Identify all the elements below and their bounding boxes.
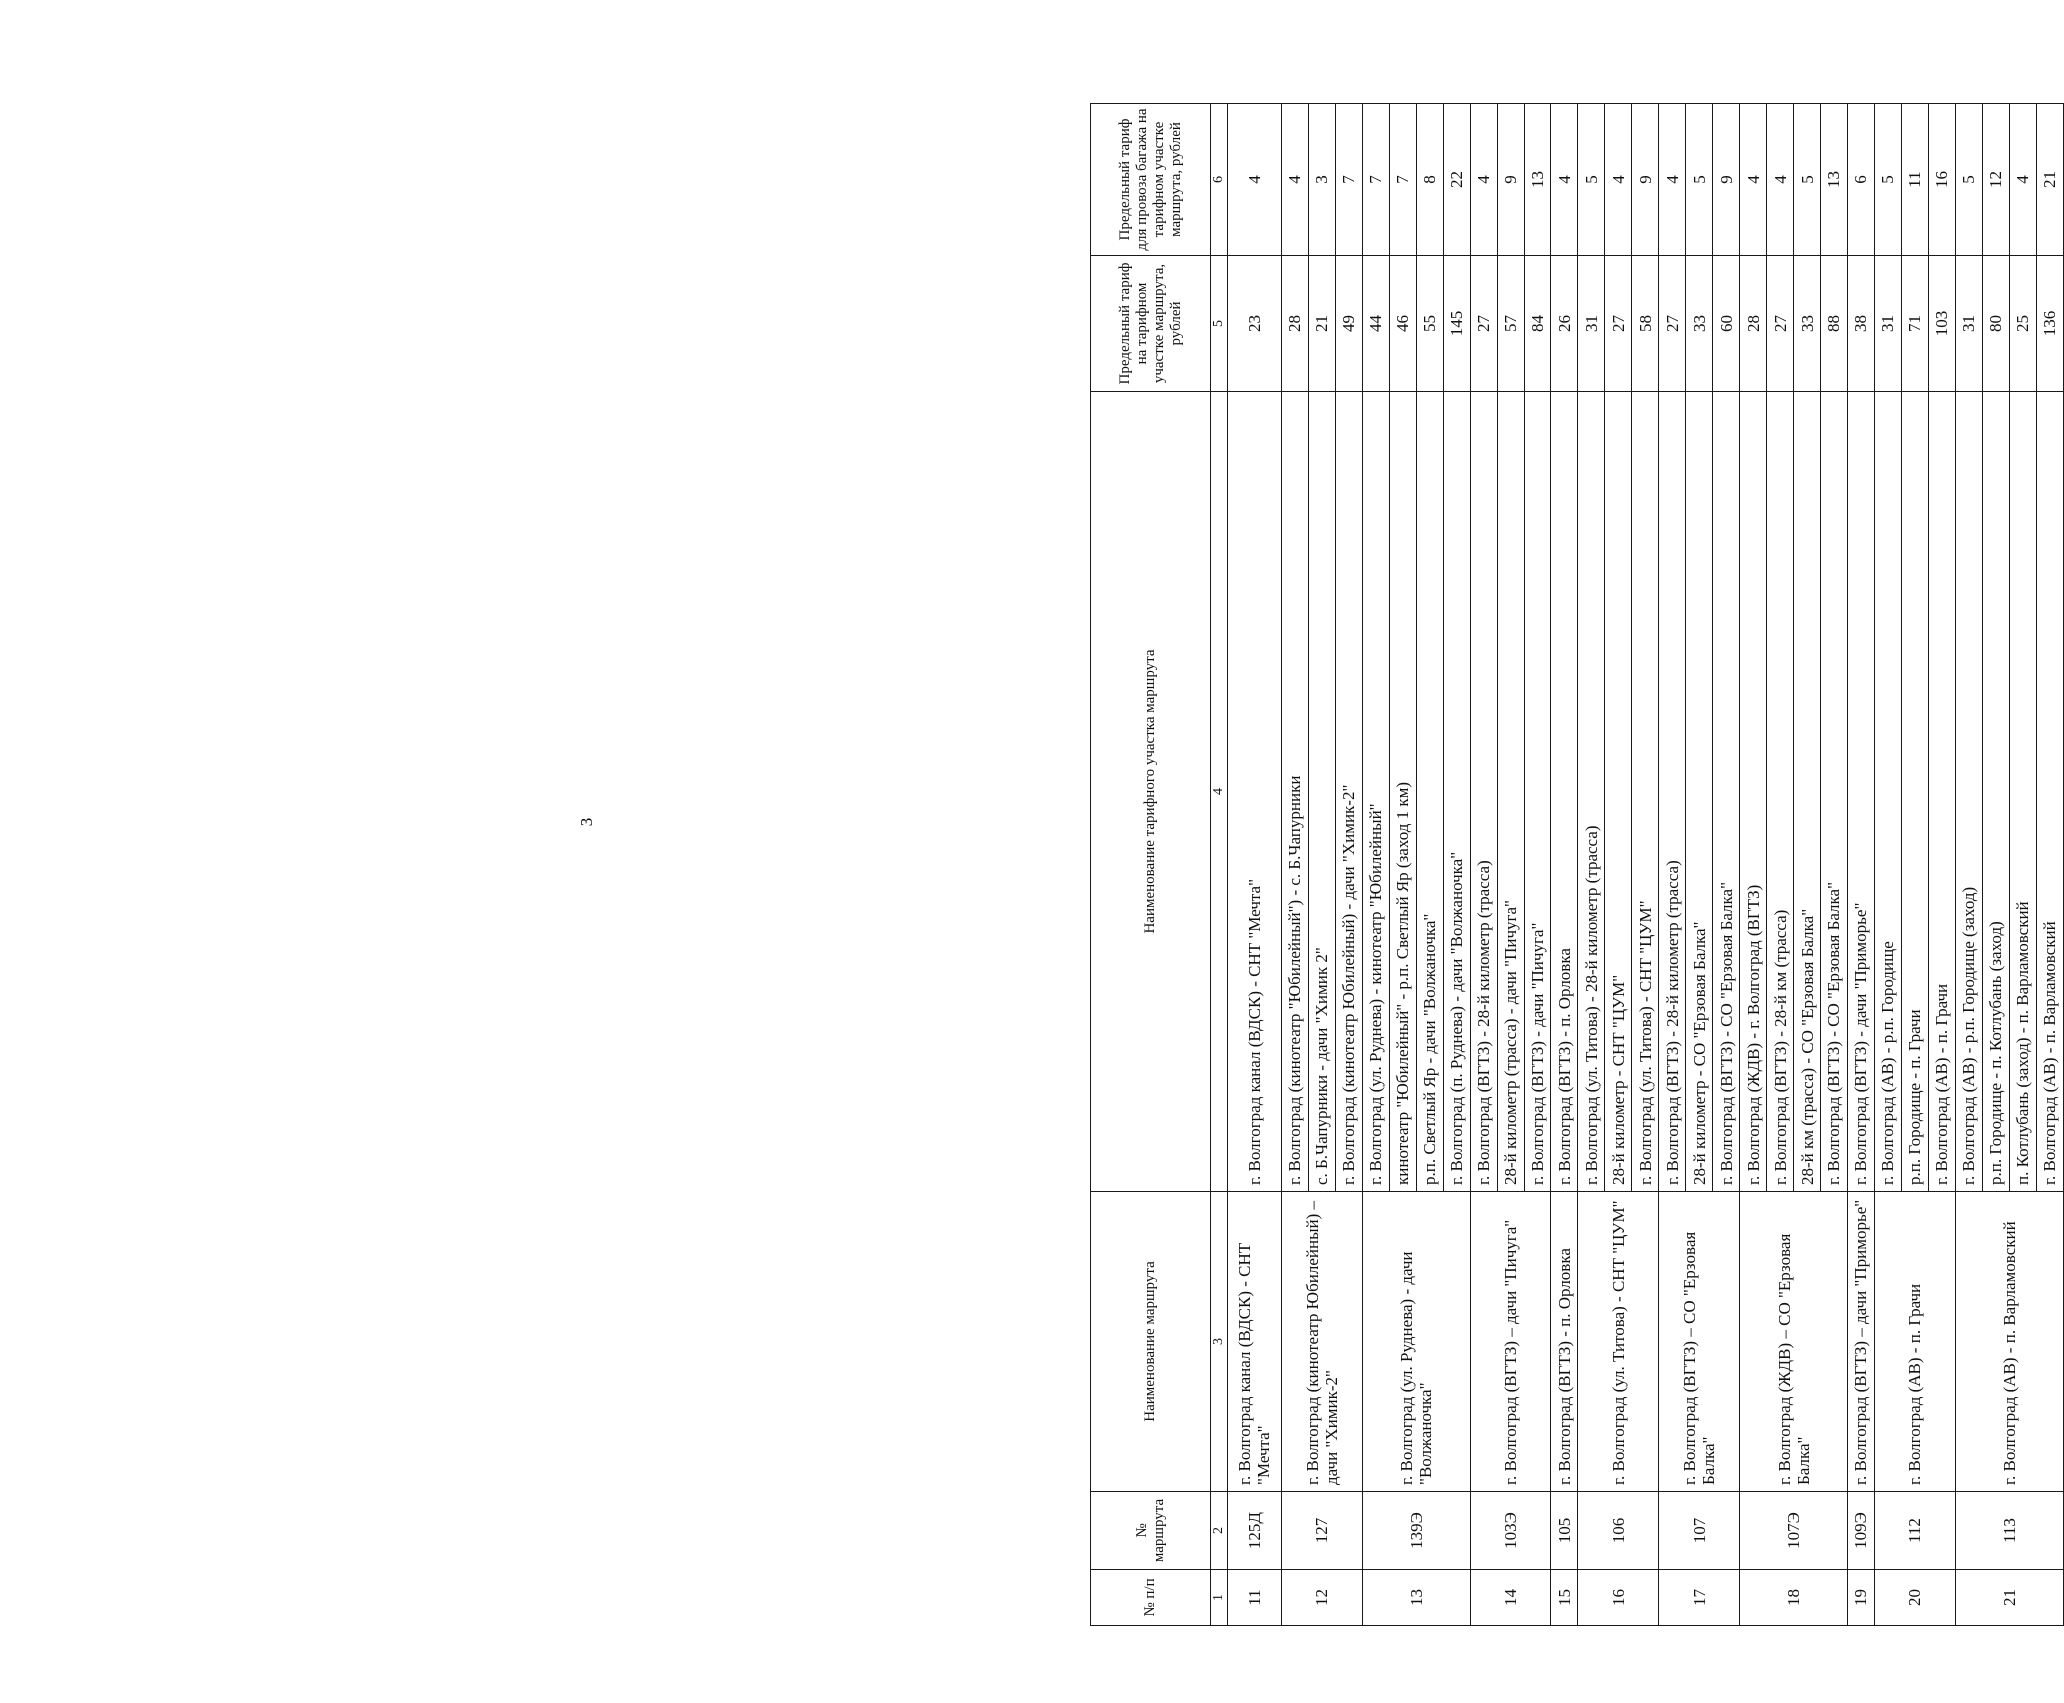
route-number: 113 xyxy=(1955,1492,2063,1570)
header-baggage-fare: Предельный тариф для провоза багажа на тарифном участке маршрута, рублей xyxy=(1091,104,1211,256)
segment-name: г. Волгоград (ВГТЗ) - СО "Ерзовая Балка" xyxy=(1713,392,1740,1192)
segment-fare: 31 xyxy=(1874,256,1901,392)
segment-name: р.п. Городище - п. Грачи xyxy=(1901,392,1928,1192)
segment-name: г. Волгоград (АВ) - р.п. Городище (заход) xyxy=(1955,392,1982,1192)
header-row xyxy=(1091,104,1211,1626)
segment-fare: 46 xyxy=(1389,256,1416,392)
segment-name: г. Волгоград (АВ) - п. Грачи xyxy=(1928,392,1955,1192)
route-name: г. Волгоград (ул. Руднева) - дачи "Волжаночка" xyxy=(1362,1192,1470,1492)
route-name: г. Волгоград (АВ) - п. Варламовский xyxy=(1955,1192,2063,1492)
segment-name: г. Волгоград (ВГТЗ) - 28-й километр (трасса) xyxy=(1659,392,1686,1192)
segment-baggage-fare: 21 xyxy=(2036,104,2063,256)
segment-baggage-fare: 16 xyxy=(1928,104,1955,256)
header-index: № п/п xyxy=(1091,1570,1211,1626)
segment-name: 28-й километр - СНТ "ЦУМ" xyxy=(1605,392,1632,1192)
row-index: 12 xyxy=(1281,1570,1362,1626)
segment-fare: 27 xyxy=(1605,256,1632,392)
row-index: 18 xyxy=(1740,1570,1848,1626)
row-index: 16 xyxy=(1578,1570,1659,1626)
segment-baggage-fare: 8 xyxy=(1416,104,1443,256)
segment-baggage-fare: 9 xyxy=(1632,104,1659,256)
segment-name: г. Волгоград (ВГТЗ) - дачи "Пичуга" xyxy=(1524,392,1551,1192)
segment-baggage-fare: 6 xyxy=(1847,104,1874,256)
segment-baggage-fare: 5 xyxy=(1686,104,1713,256)
segment-name: г. Волгоград (ВГТЗ) - СО "Ерзовая Балка" xyxy=(1820,392,1847,1192)
column-number: 2 xyxy=(1211,1492,1228,1570)
segment-name: г. Волгоград (ул. Титова) - 28-й километр (трасса) xyxy=(1578,392,1605,1192)
segment-baggage-fare: 4 xyxy=(1470,104,1497,256)
segment-baggage-fare: 22 xyxy=(1443,104,1470,256)
segment-baggage-fare: 4 xyxy=(1551,104,1578,256)
column-number: 3 xyxy=(1211,1192,1228,1492)
route-name: г. Волгоград (ВГТЗ) – дачи "Пичуга" xyxy=(1470,1192,1551,1492)
segment-name: г. Волгоград (ВГТЗ) - 28-й километр (трасса) xyxy=(1470,392,1497,1192)
tariff-table xyxy=(1090,103,2064,1626)
column-number: 4 xyxy=(1211,392,1228,1192)
segment-fare: 103 xyxy=(1928,256,1955,392)
segment-baggage-fare: 5 xyxy=(1794,104,1821,256)
route-number: 112 xyxy=(1874,1492,1955,1570)
segment-fare: 49 xyxy=(1335,256,1362,392)
route-number: 125Д xyxy=(1228,1492,1282,1570)
segment-fare: 27 xyxy=(1470,256,1497,392)
route-number: 107 xyxy=(1659,1492,1740,1570)
segment-name: г. Волгоград (кинотеатр Юбилейный) - дачи "Химик-2" xyxy=(1335,392,1362,1192)
table-body xyxy=(1228,104,2064,1626)
route-number: 106 xyxy=(1578,1492,1659,1570)
segment-baggage-fare: 4 xyxy=(1228,104,1282,256)
header-route-name: Наименование маршрута xyxy=(1091,1192,1211,1492)
segment-fare: 71 xyxy=(1901,256,1928,392)
segment-fare: 38 xyxy=(1847,256,1874,392)
segment-baggage-fare: 13 xyxy=(1820,104,1847,256)
column-number: 6 xyxy=(1211,104,1228,256)
segment-fare: 33 xyxy=(1686,256,1713,392)
header-fare: Предельный тариф на тарифном участке маршрута, рублей xyxy=(1091,256,1211,392)
segment-name: 28-й км (трасса) - СО "Ерзовая Балка" xyxy=(1794,392,1821,1192)
segment-name: г. Волгоград (АВ) - п. Варламовский xyxy=(2036,392,2063,1192)
segment-baggage-fare: 4 xyxy=(2009,104,2036,256)
segment-fare: 57 xyxy=(1497,256,1524,392)
segment-baggage-fare: 5 xyxy=(1874,104,1901,256)
segment-fare: 145 xyxy=(1443,256,1470,392)
route-number: 107Э xyxy=(1740,1492,1848,1570)
segment-baggage-fare: 12 xyxy=(1982,104,2009,256)
segment-name: 28-й километр - СО "Ерзовая Балка" xyxy=(1686,392,1713,1192)
table-row xyxy=(1470,104,1497,1626)
segment-baggage-fare: 4 xyxy=(1281,104,1308,256)
segment-baggage-fare: 7 xyxy=(1362,104,1389,256)
row-index: 14 xyxy=(1470,1570,1551,1626)
segment-name: р.п. Светлый Яр - дачи "Волжаночка" xyxy=(1416,392,1443,1192)
segment-baggage-fare: 11 xyxy=(1901,104,1928,256)
header-route-number: № маршрута xyxy=(1091,1492,1211,1570)
header-segment-name: Наименование тарифного участка маршрута xyxy=(1091,392,1211,1192)
segment-fare: 31 xyxy=(1578,256,1605,392)
segment-name: 28-й километр (трасса) - дачи "Пичуга" xyxy=(1497,392,1524,1192)
segment-baggage-fare: 9 xyxy=(1497,104,1524,256)
segment-baggage-fare: 3 xyxy=(1308,104,1335,256)
segment-name: г. Волгоград (кинотеатр "Юбилейный") - с. Б.Чапурники xyxy=(1281,392,1308,1192)
column-number: 1 xyxy=(1211,1570,1228,1626)
segment-fare: 136 xyxy=(2036,256,2063,392)
route-number: 105 xyxy=(1551,1492,1578,1570)
segment-fare: 80 xyxy=(1982,256,2009,392)
segment-baggage-fare: 5 xyxy=(1955,104,1982,256)
segment-fare: 28 xyxy=(1740,256,1767,392)
segment-name: г. Волгоград (ул. Руднева) - кинотеатр "Юбилейный" xyxy=(1362,392,1389,1192)
segment-fare: 23 xyxy=(1228,256,1282,392)
page-number: 3 xyxy=(577,817,596,827)
segment-fare: 55 xyxy=(1416,256,1443,392)
segment-name: г. Волгоград (АВ) - р.п. Городище xyxy=(1874,392,1901,1192)
segment-fare: 58 xyxy=(1632,256,1659,392)
segment-name: г. Волгоград (ул. Титова) - СНТ "ЦУМ" xyxy=(1632,392,1659,1192)
segment-fare: 33 xyxy=(1794,256,1821,392)
segment-baggage-fare: 4 xyxy=(1740,104,1767,256)
row-index: 11 xyxy=(1228,1570,1282,1626)
segment-name: г. Волгоград канал (ВДСК) - СНТ "Мечта" xyxy=(1228,392,1282,1192)
segment-baggage-fare: 9 xyxy=(1713,104,1740,256)
table-row xyxy=(1362,104,1389,1626)
route-name: г. Волгоград (ВГТЗ) - п. Орловка xyxy=(1551,1192,1578,1492)
row-index: 21 xyxy=(1955,1570,2063,1626)
table-row xyxy=(1740,104,1767,1626)
segment-name: р.п. Городище - п. Котлубань (заход) xyxy=(1982,392,2009,1192)
route-name: г. Волгоград (ВГТЗ) – дачи "Приморье" xyxy=(1847,1192,1874,1492)
row-index: 19 xyxy=(1847,1570,1874,1626)
route-name: г. Волгоград (ул. Титова) - СНТ "ЦУМ" xyxy=(1578,1192,1659,1492)
segment-name: п. Котлубань (заход) - п. Варламовский xyxy=(2009,392,2036,1192)
table-row xyxy=(1659,104,1686,1626)
table-row xyxy=(1847,104,1874,1626)
segment-baggage-fare: 13 xyxy=(1524,104,1551,256)
segment-name: г. Волгоград (п. Руднева) - дачи "Волжаночка" xyxy=(1443,392,1470,1192)
segment-name: г. Волгоград (ВГТЗ) - 28-й км (трасса) xyxy=(1767,392,1794,1192)
table-row xyxy=(1228,104,1282,1626)
route-name: г. Волгоград (кинотеатр Юбилейный) – дачи "Химик-2" xyxy=(1281,1192,1362,1492)
column-number: 5 xyxy=(1211,256,1228,392)
segment-fare: 31 xyxy=(1955,256,1982,392)
segment-fare: 28 xyxy=(1281,256,1308,392)
segment-fare: 44 xyxy=(1362,256,1389,392)
segment-name: г. Волгоград (ВГТЗ) - дачи "Приморье" xyxy=(1847,392,1874,1192)
route-number: 139Э xyxy=(1362,1492,1470,1570)
segment-baggage-fare: 7 xyxy=(1335,104,1362,256)
segment-name: г. Волгоград (ЖДВ) - г. Волгоград (ВГТЗ) xyxy=(1740,392,1767,1192)
segment-fare: 60 xyxy=(1713,256,1740,392)
column-number-row xyxy=(1211,104,1228,1626)
segment-name: г. Волгоград (ВГТЗ) - п. Орловка xyxy=(1551,392,1578,1192)
segment-fare: 26 xyxy=(1551,256,1578,392)
table-row xyxy=(1281,104,1308,1626)
row-index: 15 xyxy=(1551,1570,1578,1626)
row-index: 20 xyxy=(1874,1570,1955,1626)
route-name: г. Волгоград канал (ВДСК) - СНТ "Мечта" xyxy=(1228,1192,1282,1492)
route-number: 109Э xyxy=(1847,1492,1874,1570)
segment-fare: 27 xyxy=(1659,256,1686,392)
table-row xyxy=(1578,104,1605,1626)
segment-fare: 84 xyxy=(1524,256,1551,392)
row-index: 13 xyxy=(1362,1570,1470,1626)
segment-name: кинотеатр "Юбилейный" - р.п. Светлый Яр (заход 1 км) xyxy=(1389,392,1416,1192)
segment-baggage-fare: 4 xyxy=(1767,104,1794,256)
segment-fare: 88 xyxy=(1820,256,1847,392)
segment-baggage-fare: 5 xyxy=(1578,104,1605,256)
segment-name: с. Б.Чапурники - дачи "Химик 2" xyxy=(1308,392,1335,1192)
segment-fare: 25 xyxy=(2009,256,2036,392)
segment-baggage-fare: 4 xyxy=(1605,104,1632,256)
segment-baggage-fare: 4 xyxy=(1659,104,1686,256)
route-name: г. Волгоград (ЖДВ) – СО "Ерзовая Балка" xyxy=(1740,1192,1848,1492)
route-name: г. Волгоград (ВГТЗ) – СО "Ерзовая Балка" xyxy=(1659,1192,1740,1492)
segment-fare: 27 xyxy=(1767,256,1794,392)
segment-fare: 21 xyxy=(1308,256,1335,392)
rotated-table-container xyxy=(1090,104,2064,1626)
table-row xyxy=(1874,104,1901,1626)
route-number: 127 xyxy=(1281,1492,1362,1570)
table-row xyxy=(1551,104,1578,1626)
table-row xyxy=(1955,104,1982,1626)
segment-baggage-fare: 7 xyxy=(1389,104,1416,256)
route-number: 103Э xyxy=(1470,1492,1551,1570)
row-index: 17 xyxy=(1659,1570,1740,1626)
route-name: г. Волгоград (АВ) - п. Грачи xyxy=(1874,1192,1955,1492)
